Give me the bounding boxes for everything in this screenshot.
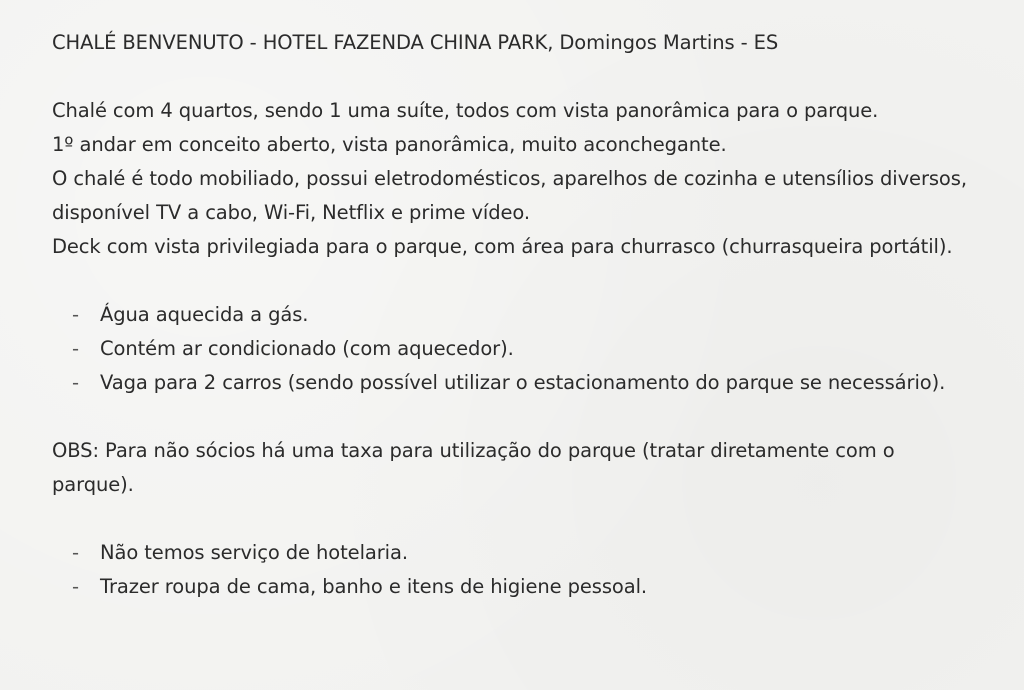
bullet-dash: - <box>72 337 79 360</box>
spacer <box>52 60 982 94</box>
bullet-dash: - <box>72 541 79 564</box>
bullet-dash: - <box>72 371 79 394</box>
list-item-text: Contém ar condicionado (com aquecedor). <box>100 337 514 360</box>
spacer <box>52 502 982 536</box>
list-item <box>52 332 982 366</box>
description-line: O chalé é todo mobiliado, possui eletrodomésticos, aparelhos de cozinha e utensílios diversos, disponível TV a cabo, Wi-Fi, Netflix e prime vídeo. <box>52 167 967 224</box>
description-line: 1º andar em conceito aberto, vista panorâmica, muito aconchegante. <box>52 133 727 156</box>
list-item-text: Trazer roupa de cama, banho e itens de higiene pessoal. <box>100 575 647 598</box>
list-item <box>52 366 982 400</box>
notes-list <box>52 536 982 604</box>
list-item <box>52 298 982 332</box>
spacer <box>52 264 982 298</box>
bullet-dash: - <box>72 303 79 326</box>
document-title: CHALÉ BENVENUTO - HOTEL FAZENDA CHINA PARK, Domingos Martins - ES <box>52 31 779 54</box>
description-line: Chalé com 4 quartos, sendo 1 uma suíte, todos com vista panorâmica para o parque. <box>52 99 879 122</box>
description-line: Deck com vista privilegiada para o parque, com área para churrasco (churrasqueira portátil). <box>52 235 953 258</box>
list-item-text: Não temos serviço de hotelaria. <box>100 541 408 564</box>
list-item <box>52 570 982 604</box>
list-item-text: Vaga para 2 carros (sendo possível utilizar o estacionamento do parque se necessário). <box>100 371 946 394</box>
features-list <box>52 298 982 400</box>
list-item <box>52 536 982 570</box>
bullet-dash: - <box>72 575 79 598</box>
list-item-text: Água aquecida a gás. <box>100 303 309 326</box>
document-body <box>52 26 982 604</box>
spacer <box>52 400 982 434</box>
obs-note: OBS: Para não sócios há uma taxa para utilização do parque (tratar diretamente com o parque). <box>52 439 895 496</box>
